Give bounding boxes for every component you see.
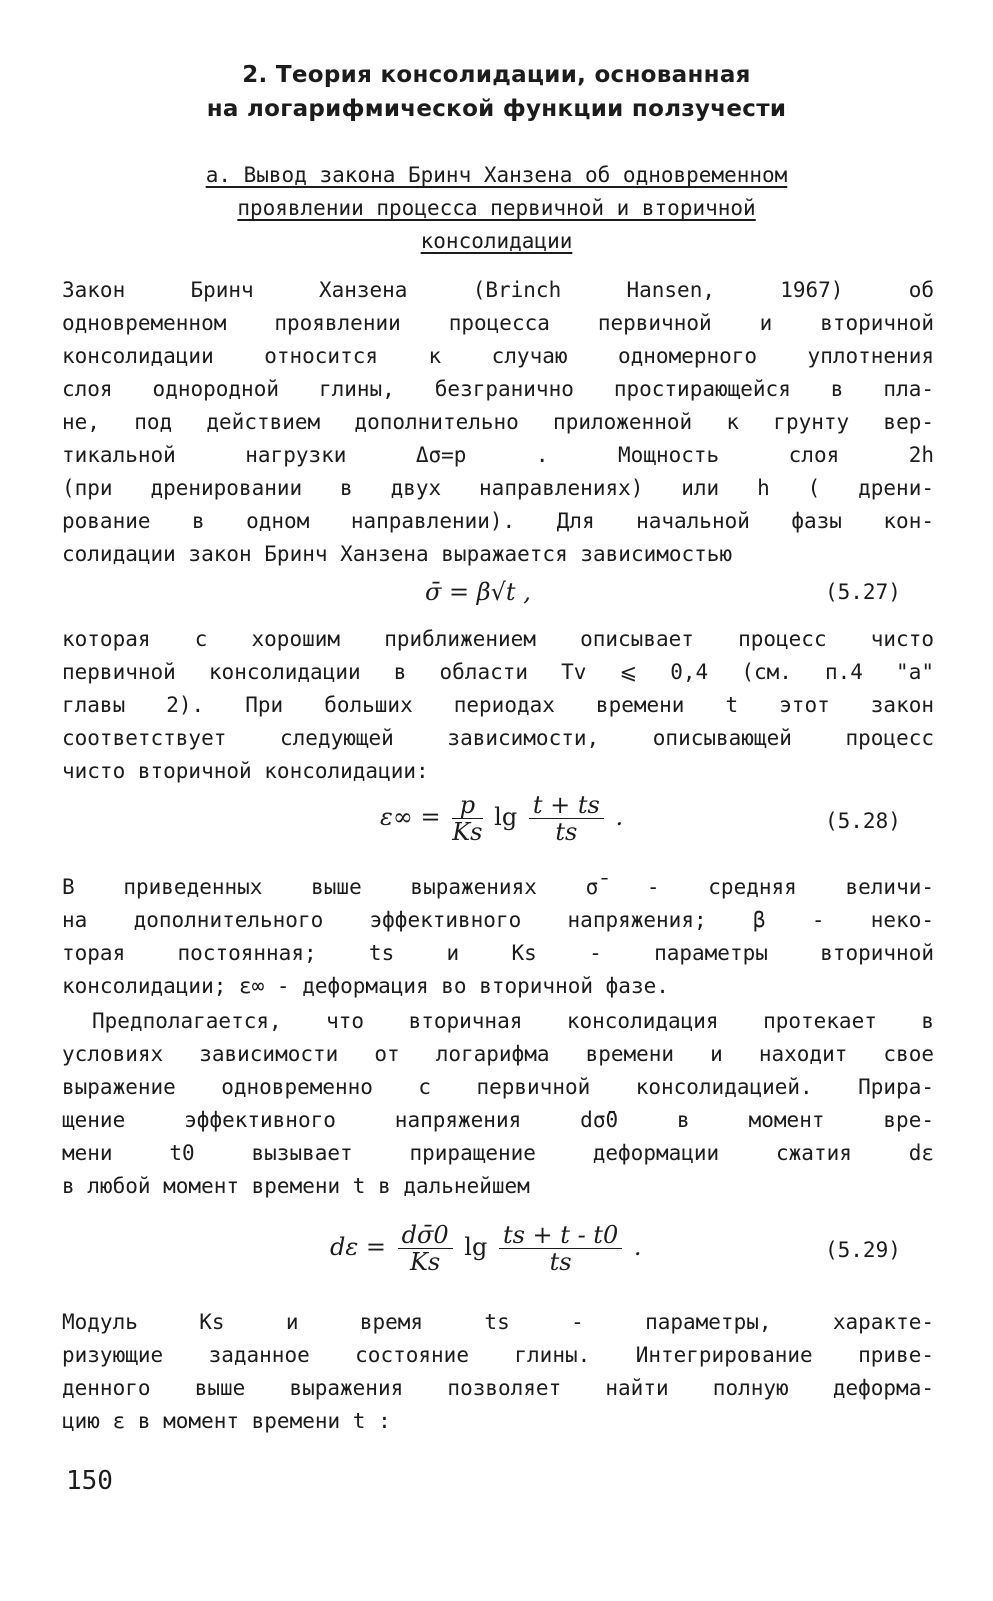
text-line: выражение одновременно с первичной консолидацией. Прира- xyxy=(62,1075,934,1099)
text-line: (при дренировании в двух направлениях) или h ( дрени- xyxy=(62,476,934,500)
text-line: главы 2). При больших периодах времени t этот закон xyxy=(62,693,934,717)
equation-number-5-28: (5.28) xyxy=(825,809,901,833)
text-line: первичной консолидации в области Tv ⩽ 0,4 (см. п.4 "a" xyxy=(62,660,934,684)
eq-lhs: dε = xyxy=(330,1233,386,1261)
text-line: слоя однородной глины, безгранично простирающейся в пла- xyxy=(62,377,934,401)
text-line: которая с хорошим приближением описывает процесс чисто xyxy=(62,627,934,651)
fraction xyxy=(398,1222,453,1275)
fraction xyxy=(529,792,604,845)
text-line: тикальной нагрузки Δσ=p . Мощность слоя 2h xyxy=(62,443,934,467)
eq-tail: . xyxy=(615,803,624,831)
text-line: мени t0 вызывает приращение деформации сжатия dε xyxy=(62,1141,934,1165)
equation-number-5-27: (5.27) xyxy=(825,580,901,604)
eq-tail: . xyxy=(633,1233,642,1261)
text-line: ризующие заданное состояние глины. Интегрирование приве- xyxy=(62,1343,934,1367)
text-line: рование в одном направлении). Для начальной фазы кон- xyxy=(62,509,934,533)
text-line: на дополнительного эффективного напряжения; β - неко- xyxy=(62,908,934,932)
section-title-line-1: 2. Теория консолидации, основанная xyxy=(242,62,751,88)
page-number: 150 xyxy=(66,1466,113,1496)
fraction-denominator: ts xyxy=(549,1248,572,1276)
text-line: торая постоянная; ts и Ks - параметры вторичной xyxy=(62,941,934,965)
fraction-numerator: dσ̄0 xyxy=(398,1222,453,1249)
text-line: соответствует следующей зависимости, описывающей процесс xyxy=(62,726,934,750)
lg-operator: lg xyxy=(494,803,518,831)
text-line: Модуль Ks и время ts - параметры, характе- xyxy=(62,1310,934,1334)
text-line: чисто вторичной консолидации: xyxy=(62,759,429,783)
text-line: условиях зависимости от логарифма времени и находит свое xyxy=(62,1042,934,1066)
text-line: одновременном проявлении процесса первичной и вторичной xyxy=(62,311,934,335)
fraction-numerator: ts + t - t0 xyxy=(499,1222,622,1249)
fraction-numerator: p xyxy=(452,792,482,819)
fraction-denominator: Ks xyxy=(452,818,483,846)
subsection-title-line-1: а. Вывод закона Бринч Ханзена об одновременном xyxy=(205,163,788,187)
text-line: цию ε в момент времени t : xyxy=(62,1409,391,1433)
text-line: В приведенных выше выражениях σ̄ - средняя величи- xyxy=(62,875,934,899)
fraction xyxy=(452,792,482,845)
text-line: денного выше выражения позволяет найти полную деформа- xyxy=(62,1376,934,1400)
equation-5-27: σ̄ = β√t , xyxy=(425,578,531,606)
section-title-line-2: на логарифмической функции ползучести xyxy=(206,96,787,122)
text-line: не, под действием дополнительно приложенной к грунту вер- xyxy=(62,410,934,434)
text-line: консолидации относится к случаю одномерного уплотнения xyxy=(62,344,934,368)
eq-lhs: ε∞ = xyxy=(380,803,441,831)
subsection-title-line-2: проявлении процесса первичной и вторичной xyxy=(237,196,756,220)
text-line: в любой момент времени t в дальнейшем xyxy=(62,1174,530,1198)
equation-5-29 xyxy=(330,1222,642,1275)
lg-operator: lg xyxy=(464,1233,488,1261)
fraction-numerator: t + ts xyxy=(529,792,604,819)
text-line: солидации закон Бринч Ханзена выражается зависимостью xyxy=(62,542,733,566)
equation-5-28 xyxy=(380,792,623,845)
fraction-denominator: Ks xyxy=(410,1248,441,1276)
text-line: Предполагается, что вторичная консолидация протекает в xyxy=(92,1009,934,1033)
text-line: консолидации; ε∞ - деформация во вторичной фазе. xyxy=(62,974,669,998)
subsection-title-line-3: консолидации xyxy=(420,229,573,253)
fraction-denominator: ts xyxy=(555,818,578,846)
text-line: щение эффективного напряжения dσ̄0 в момент вре- xyxy=(62,1108,934,1132)
text-line: Закон Бринч Ханзена (Brinch Hansen, 1967) об xyxy=(62,278,934,302)
equation-number-5-29: (5.29) xyxy=(825,1238,901,1262)
fraction xyxy=(499,1222,622,1275)
